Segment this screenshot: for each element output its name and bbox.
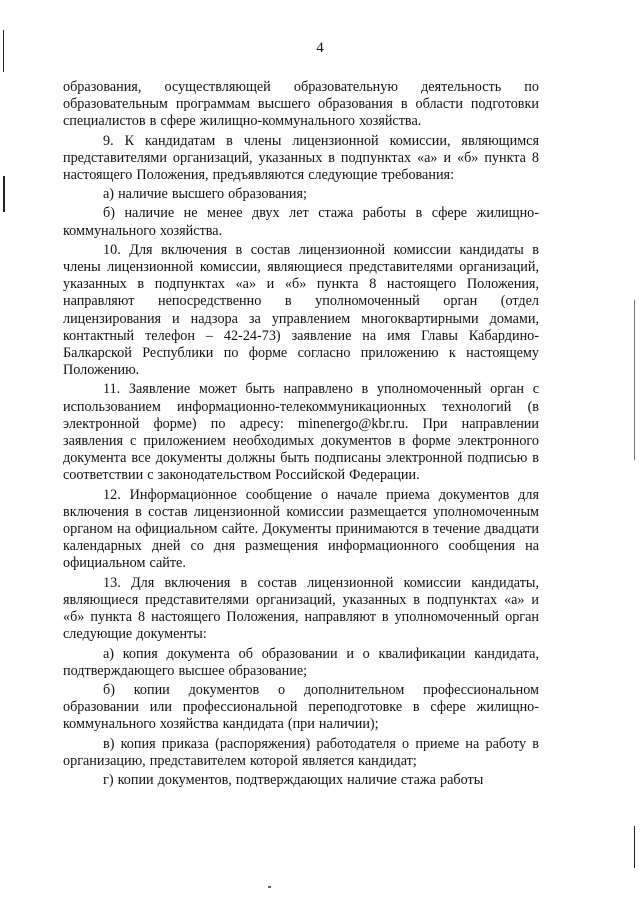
paragraph-item-13: 13. Для включения в состав лицензионной комиссии кандидаты, являющиеся представителями организаций, указанных в подпунктах «а» и «б» пункта 8 настоящего Положения, направляют в уполномоченный орган следующие документы: bbox=[63, 574, 539, 643]
paragraph-item-11: 11. Заявление может быть направлено в уполномоченный орган с использованием информационно-телекоммуникационных технологий (в электронной форме) по адресу: minenergo@kbr.ru. При направлении заявления с приложением необходимых документов в форме электронного документа все документы должны быть подписаны электронной подписью в соответствии с законодательством Российской Федерации. bbox=[63, 381, 539, 484]
paragraph-item-10: 10. Для включения в состав лицензионной комиссии кандидаты в члены лицензионной комиссии, являющиеся представителями организаций, указанных в подпунктах «а» и «б» пункта 8 настоящего Положения, направляют непосредственно в уполномоченный орган (отдел лицензирования и надзора за управлением многоквартирными домами, контактный телефон – 42-24-73) заявление на имя Главы Кабардино-Балкарской Республики по форме согласно приложению к настоящему Положению. bbox=[63, 241, 539, 379]
scan-edge-mark bbox=[3, 176, 5, 212]
paragraph-subitem-a: а) копия документа об образовании и о квалификации кандидата, подтверждающего высшее образование; bbox=[63, 645, 539, 679]
paragraph-item-12: 12. Информационное сообщение о начале приема документов для включения в состав лицензионной комиссии размещается уполномоченным органом на официальном сайте. Документы принимаются в течение двадцати календарных дней со дня размещения информационного сообщения на официальном сайте. bbox=[63, 486, 539, 572]
scan-edge-mark bbox=[634, 300, 635, 460]
document-body bbox=[63, 79, 539, 789]
paragraph-continuation: образования, осуществляющей образовательную деятельность по образовательным программам высшего образования в области подготовки специалистов в сфере жилищно-коммунального хозяйства. bbox=[63, 79, 539, 130]
scan-edge-mark bbox=[634, 826, 635, 868]
paragraph-item-9: 9. К кандидатам в члены лицензионной комиссии, являющимся представителями организаций, указанных в подпунктах «а» и «б» пункта 8 настоящего Положения, предъявляются следующие требования: bbox=[63, 132, 539, 184]
page-number: 4 bbox=[316, 40, 324, 56]
paragraph-subitem-v: в) копия приказа (распоряжения) работодателя о приеме на работу в организацию, представителем которой является кандидат; bbox=[63, 735, 539, 769]
paragraph-subitem-b: б) копии документов о дополнительном профессиональном образовании или профессиональной переподготовке в сфере жилищно-коммунального хозяйства кандидата (при наличии); bbox=[63, 681, 539, 733]
scan-speck bbox=[268, 886, 271, 888]
paragraph-subitem-a: а) наличие высшего образования; bbox=[103, 186, 307, 203]
paragraph-subitem-b: б) наличие не менее двух лет стажа работы в сфере жилищно-коммунального хозяйства. bbox=[63, 205, 539, 239]
paragraph-subitem-g: г) копии документов, подтверждающих наличие стажа работы bbox=[103, 771, 484, 788]
